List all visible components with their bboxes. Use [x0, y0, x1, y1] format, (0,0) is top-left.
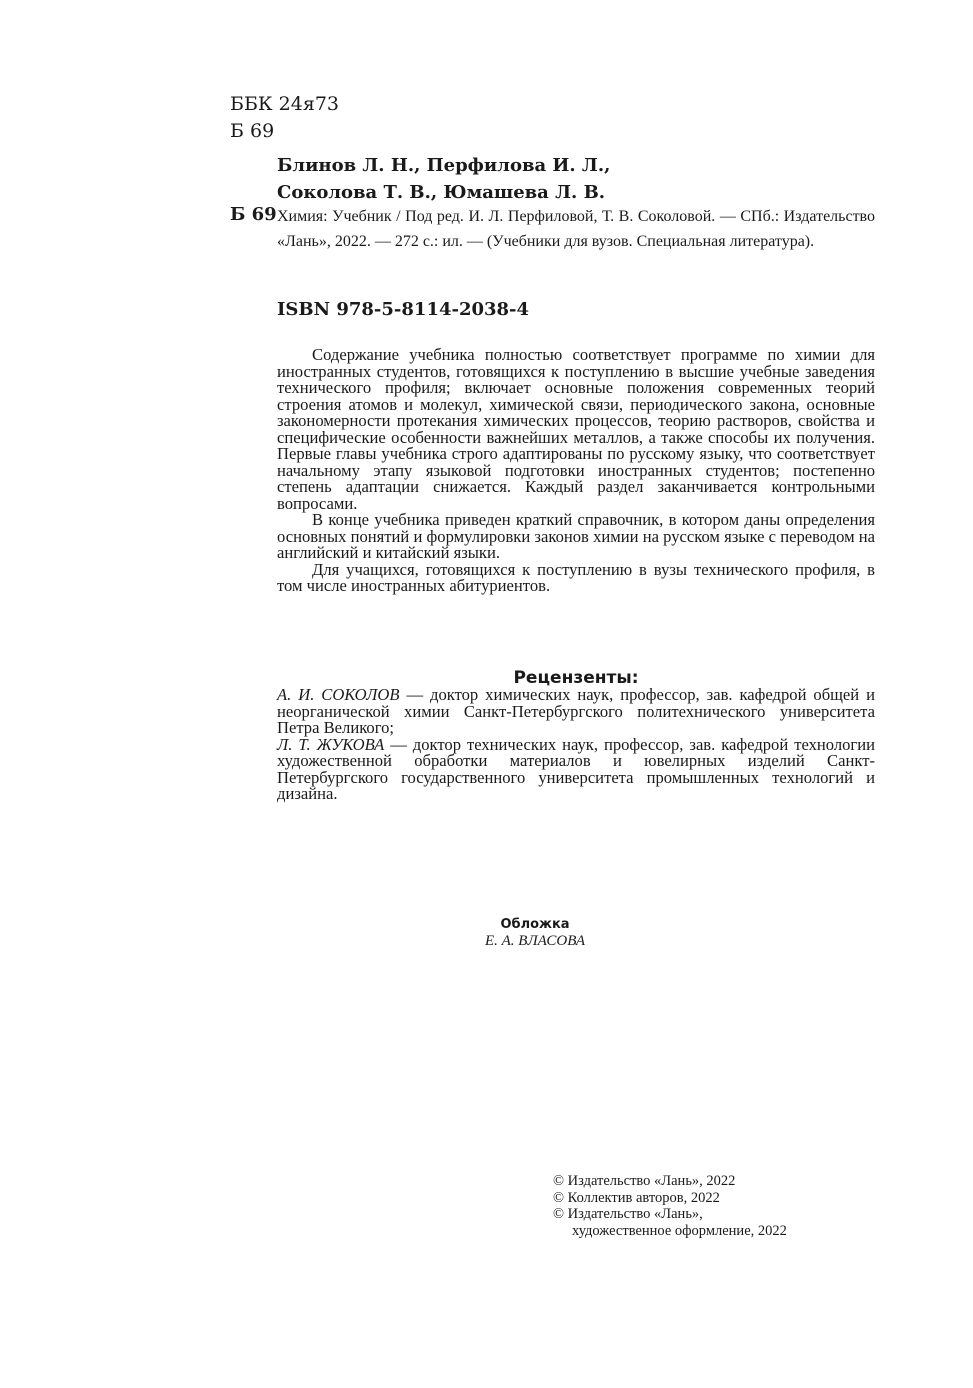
authors-line-2: Соколова Т. В., Юмашева Л. В. — [277, 182, 606, 203]
reviewers-title: Рецензенты: — [513, 668, 639, 688]
cover-credit — [430, 916, 640, 950]
bbk-code: ББК 24я73 — [230, 93, 340, 115]
isbn: ISBN 978-5-8114-2038-4 — [277, 299, 530, 320]
reviewers-list — [277, 687, 875, 803]
cover-designer: Е. А. ВЛАСОВА — [484, 933, 586, 949]
author-mark: Б 69 — [230, 120, 275, 142]
reviewer-description: — доктор химических наук, профессор, зав. кафедрой общей и неорганической химии Санкт-Петербургского политехнического университета Петра Великого; — [277, 685, 876, 737]
bbk-block — [230, 91, 339, 145]
catalog-code: Б 69 — [230, 204, 277, 225]
copyright-line: © Коллектив авторов, 2022 — [553, 1189, 720, 1206]
reviewer-description: — доктор технических наук, профессор, зав. кафедрой технологии художественной обработки материалов и ювелирных изделий Санкт-Петербургского государственного университета промышленных технологий и дизайна. — [277, 734, 875, 803]
bibliographic-entry: Химия: Учебник / Под ред. И. Л. Перфиловой, Т. В. Соколовой. — СПб.: Издательство «Лань», 2022. — 272 с.: ил. — (Учебники для вузов. Специальная литература). — [277, 208, 875, 250]
reviewer-item — [277, 687, 875, 737]
abstract — [277, 347, 875, 595]
authors-block — [277, 152, 610, 206]
cover-title: Обложка — [500, 917, 570, 932]
abstract-paragraph: Содержание учебника полностью соответствует программе по химии для иностранных студентов, готовящихся к поступлению в высшие учебные заведения технического профиля; включает основные положения современных теорий строения атомов и молекул, химической связи, периодического закона, основные закономерности протекания химических процессов, теорию растворов, свойства и специфические особенности важнейших металлов, а также способы их получения. Первые главы учебника строго адаптированы по русскому языку, что соответствует начальному этапу языковой подготовки иностранных студентов; постепенно степень адаптации снижается. Каждый раздел заканчивается контрольными вопросами. — [277, 345, 875, 513]
reviewer-name: Л. Т. ЖУКОВА — [277, 734, 385, 754]
reviewer-name: А. И. СОКОЛОВ — [277, 685, 400, 704]
copyright-line: © Издательство «Лань», — [553, 1206, 703, 1222]
copyright-line: © Издательство «Лань», 2022 — [553, 1173, 736, 1189]
copyright-line: художественное оформление, 2022 — [572, 1222, 787, 1239]
authors-line-1: Блинов Л. Н., Перфилова И. Л., — [277, 155, 611, 176]
abstract-paragraph: Для учащихся, готовящихся к поступлению в вузы технического профиля, в том числе иностранных абитуриентов. — [277, 559, 875, 595]
reviewer-item — [277, 734, 875, 803]
copyright-block — [553, 1173, 787, 1239]
abstract-paragraph: В конце учебника приведен краткий справочник, в котором даны определения основных понятий и формулировки законов химии на русском языке с переводом на английский и китайский языки. — [277, 510, 875, 562]
